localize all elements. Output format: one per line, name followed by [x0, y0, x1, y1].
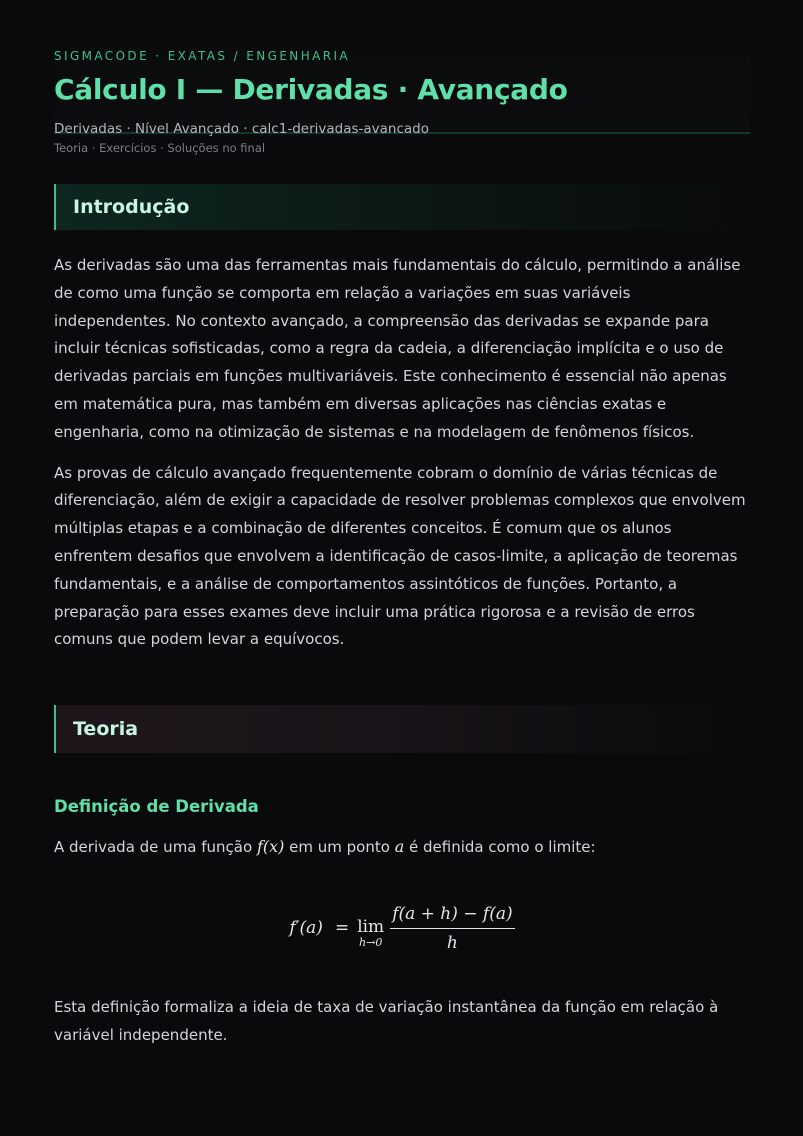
definition-middle: em um ponto: [284, 838, 395, 857]
formula-lim: lim: [357, 917, 385, 938]
formula-fraction: [390, 903, 514, 954]
intro-heading-bar: [54, 184, 750, 230]
derivative-formula: [54, 896, 750, 960]
formula-lim-subscript: h→0: [359, 936, 383, 950]
definition-sentence: [54, 834, 750, 860]
document-header: [54, 0, 750, 155]
header-subtitle: Teoria · Exercícios · Soluções no final: [54, 141, 266, 155]
formula-denominator: h: [446, 932, 458, 953]
page-title: Cálculo I — Derivadas · Avançado: [54, 73, 568, 106]
definition-prefix: A derivada de uma função: [54, 838, 257, 857]
definition-suffix: é definida como o limite:: [404, 838, 596, 857]
formula-equals: =: [334, 918, 350, 939]
intro-heading: Introdução: [73, 196, 190, 218]
definition-closing-paragraph: Esta definição formaliza a ideia de taxa de variação instantânea da função em relação à variável independente.: [54, 998, 719, 1044]
formula-numerator: f(a + h) − f(a): [390, 903, 514, 929]
intro-paragraph-2: As provas de cálculo avançado frequentemente cobram o domínio de várias técnicas de diferenciação, além de exigir a capacidade de resolver problemas complexos que envolvem múltiplas etapas e a combinação de diferentes conceitos. É comum que os alunos enfrentem desafios que envolvem a identificação de casos-limite, a aplicação de teoremas fundamentais, e a análise de comportamentos assintóticos de funções. Portanto, a preparação para esses exames deve incluir uma prática rigorosa e a revisão de erros comuns que podem levar a equívocos.: [54, 463, 746, 649]
intro-paragraph-1: As derivadas são uma das ferramentas mais fundamentais do cálculo, permitindo a análise de como uma função se comporta em relação a variações em suas variáveis independentes. No contexto avançado, a compreensão das derivadas se expande para incluir técnicas sofisticadas, como a regra da cadeia, a diferenciação implícita e o uso de derivadas parciais em funções multivariáveis. Este conhecimento é essencial não apenas em matemática pura, mas também em diversas aplicações nas ciências exatas e engenharia, como na otimização de sistemas e na modelagem de fenômenos físicos.: [54, 256, 741, 441]
header-meta: Derivadas · Nível Avançado · calc1-derivadas-avancado: [54, 121, 429, 137]
formula-lhs: f′(a): [289, 918, 323, 939]
math-a: a: [394, 837, 405, 857]
theory-heading: Teoria: [73, 718, 139, 741]
theory-heading-bar: [54, 705, 750, 753]
definition-subheading: Definição de Derivada: [54, 797, 259, 817]
header-kicker: SIGMACODE · EXATAS / ENGENHARIA: [54, 49, 351, 63]
theory-section: [54, 705, 750, 1050]
math-fx: f(x): [256, 837, 285, 857]
formula-limit: [357, 918, 384, 950]
intro-section: [54, 184, 750, 654]
